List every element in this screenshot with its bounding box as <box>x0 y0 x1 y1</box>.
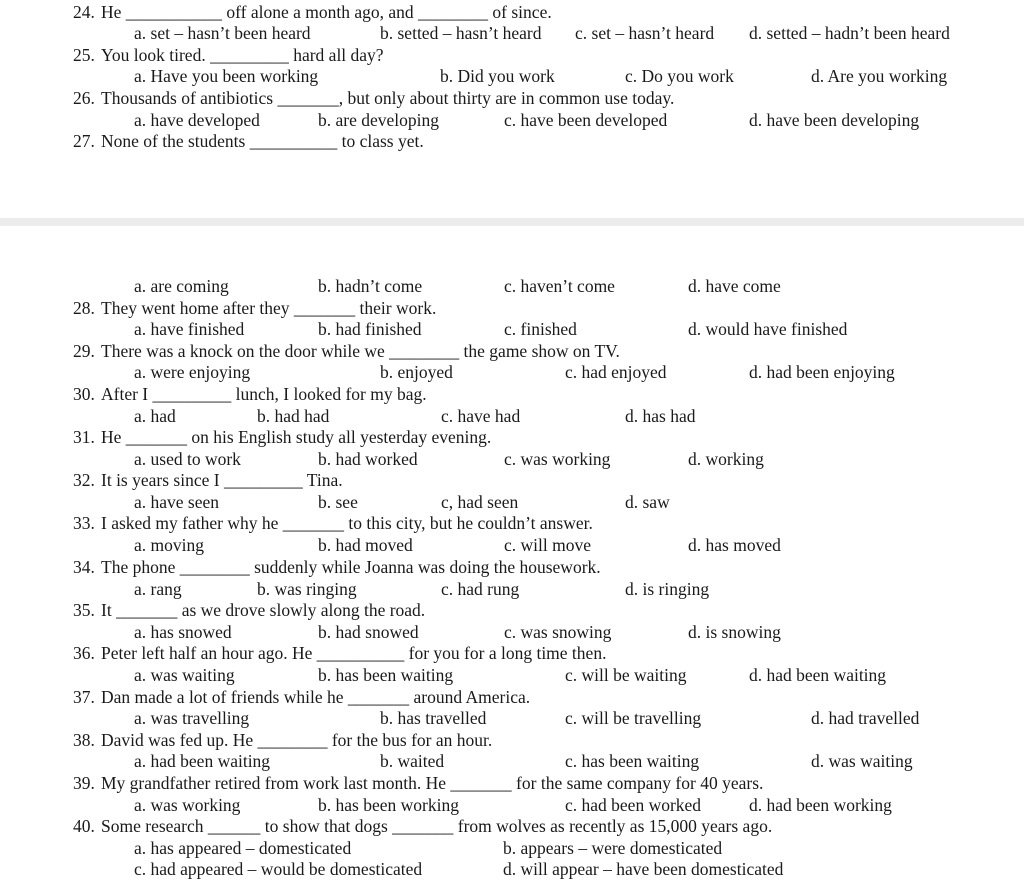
question-text-part: to class yet. <box>337 131 424 151</box>
answer-option[interactable]: d. have come <box>688 276 781 296</box>
answer-option[interactable]: d. had been enjoying <box>749 362 895 382</box>
question-text <box>101 815 772 837</box>
question-number: 34. <box>73 557 95 577</box>
answer-option[interactable]: a. Have you been working <box>134 66 319 86</box>
options-line <box>0 750 1024 772</box>
answer-option[interactable]: a. are coming <box>134 276 229 296</box>
worksheet-page-bottom <box>0 226 1024 879</box>
answer-blank[interactable]: ________ <box>418 2 489 22</box>
answer-blank[interactable]: ___________ <box>125 2 223 22</box>
answer-option[interactable]: a. rang <box>134 579 182 599</box>
question-line <box>0 383 1024 405</box>
question-text-part: for you for a long time then. <box>404 643 607 663</box>
answer-option[interactable]: c. finished <box>504 319 577 339</box>
question-text-part: After I <box>101 384 153 404</box>
options-line <box>0 534 1024 556</box>
answer-option[interactable]: d. is ringing <box>625 579 710 599</box>
options-line <box>0 318 1024 340</box>
question-line <box>0 87 1024 109</box>
answer-blank[interactable]: __________ <box>316 643 405 663</box>
answer-option[interactable]: d. setted – hadn’t been heard <box>749 23 950 43</box>
answer-option[interactable]: b. had worked <box>318 449 418 469</box>
question-number: 27. <box>73 131 95 151</box>
question-number: 40. <box>73 816 95 836</box>
answer-option[interactable]: b. had finished <box>318 319 422 339</box>
answer-blank[interactable]: _______ <box>116 600 178 620</box>
question-number: 25. <box>73 45 95 65</box>
question-text-part: Thousands of antibiotics <box>101 88 278 108</box>
question-line <box>0 512 1024 534</box>
answer-blank[interactable]: ______ <box>207 816 261 836</box>
answer-blank[interactable]: __________ <box>249 131 338 151</box>
question-text-part: hard all day? <box>288 45 384 65</box>
options-line <box>0 664 1024 686</box>
answer-option[interactable]: b. Did you work <box>440 66 555 86</box>
answer-option[interactable]: b. has been working <box>318 795 459 815</box>
question-text <box>101 599 425 621</box>
question-text-part: the game show on TV. <box>459 341 620 361</box>
answer-option[interactable]: a. was travelling <box>134 708 250 728</box>
page-gap <box>0 218 1024 226</box>
answer-option[interactable]: c. will move <box>504 535 591 555</box>
question-text <box>101 556 601 578</box>
question-number: 39. <box>73 773 95 793</box>
answer-option[interactable]: d. working <box>688 449 764 469</box>
question-text <box>101 130 424 152</box>
question-text <box>101 1 552 23</box>
answer-option[interactable]: c. had enjoyed <box>565 362 667 382</box>
question-number: 35. <box>73 600 95 620</box>
question-text-part: They went home after they <box>101 298 294 318</box>
question-text-part: There was a knock on the door while we <box>101 341 390 361</box>
answer-option[interactable]: d. had been working <box>749 795 892 815</box>
question-number: 26. <box>73 88 95 108</box>
question-text-part: It <box>101 600 117 620</box>
answer-option[interactable]: b. setted – hasn’t heard <box>380 23 542 43</box>
answer-blank[interactable]: ________ <box>179 557 250 577</box>
answer-option[interactable]: d. Are you working <box>811 66 948 86</box>
answer-blank[interactable]: _______ <box>282 513 344 533</box>
answer-option[interactable]: d. has had <box>625 406 696 426</box>
question-number: 33. <box>73 513 95 533</box>
answer-blank[interactable]: _______ <box>277 88 339 108</box>
question-text-part: for the bus for an hour. <box>327 730 493 750</box>
question-text-part: Peter left half an hour ago. He <box>101 643 317 663</box>
question-text-part: You look tired. <box>101 45 211 65</box>
options-line <box>0 361 1024 383</box>
options-line <box>0 707 1024 729</box>
question-text-part: on his English study all yesterday evening. <box>187 427 492 447</box>
answer-blank[interactable]: _______ <box>293 298 356 318</box>
question-text-part: from wolves as recently as 15,000 years ago. <box>453 816 773 836</box>
answer-option[interactable]: c. have been developed <box>504 110 668 130</box>
question-number: 30. <box>73 384 95 404</box>
answer-option[interactable]: a. moving <box>134 535 204 555</box>
answer-option[interactable]: d. have been developing <box>749 110 920 130</box>
question-text-part: to show that dogs <box>260 816 393 836</box>
answer-option[interactable]: b. hadn’t come <box>318 276 423 296</box>
answer-option[interactable]: d. saw <box>625 492 670 512</box>
question-line <box>0 686 1024 708</box>
question-line <box>0 772 1024 794</box>
question-text <box>101 426 491 448</box>
answer-option[interactable]: b. appears – were domesticated <box>503 838 723 858</box>
answer-option[interactable]: d. would have finished <box>688 319 848 339</box>
answer-blank[interactable]: _________ <box>152 384 232 404</box>
answer-option[interactable]: c. had appeared – would be domesticated <box>134 859 423 879</box>
question-text-part: I asked my father why he <box>101 513 283 533</box>
question-text-part: It is years since I <box>101 470 224 490</box>
answer-option[interactable]: c. was working <box>504 449 611 469</box>
question-text-part: off alone a month ago, and <box>222 2 419 22</box>
question-text-part: of since. <box>488 2 552 22</box>
answer-option[interactable]: c. haven’t come <box>504 276 615 296</box>
question-line <box>0 815 1024 837</box>
answer-option[interactable]: b. had had <box>257 406 330 426</box>
answer-option[interactable]: a. have developed <box>134 110 260 130</box>
worksheet-page-top <box>0 0 1024 218</box>
question-line <box>0 1 1024 23</box>
question-text-part: around America. <box>409 687 531 707</box>
answer-blank[interactable]: _______ <box>450 773 512 793</box>
answer-blank[interactable]: _________ <box>210 45 289 65</box>
answer-option[interactable]: d. will appear – have been domesticated <box>503 859 784 879</box>
answer-option[interactable]: c. have had <box>441 406 521 426</box>
options-line <box>0 858 1024 880</box>
answer-option[interactable]: b. had snowed <box>318 622 419 642</box>
answer-option[interactable]: c. has been waiting <box>565 751 700 771</box>
answer-option[interactable]: a. has snowed <box>134 622 232 642</box>
answer-option[interactable]: b. are developing <box>318 110 439 130</box>
answer-option[interactable]: a. was waiting <box>134 665 235 685</box>
answer-option[interactable]: b. enjoyed <box>380 362 453 382</box>
question-text <box>101 383 427 405</box>
options-line <box>0 275 1024 297</box>
question-number: 38. <box>73 730 95 750</box>
options-line <box>0 65 1024 87</box>
question-number: 29. <box>73 341 95 361</box>
options-line <box>0 794 1024 816</box>
answer-option[interactable]: b. had moved <box>318 535 413 555</box>
answer-option[interactable]: a. had <box>134 406 176 426</box>
question-text-part: suddenly while Joanna was doing the housework. <box>249 557 601 577</box>
question-text-part: My grandfather retired from work last month. He <box>101 773 451 793</box>
question-text <box>101 87 674 109</box>
options-line <box>0 448 1024 470</box>
answer-option[interactable]: b. has travelled <box>380 708 487 728</box>
options-line <box>0 578 1024 600</box>
question-number: 36. <box>73 643 95 663</box>
question-line <box>0 729 1024 751</box>
question-text-part: The phone <box>101 557 180 577</box>
question-text <box>101 729 492 751</box>
answer-option[interactable]: c. will be travelling <box>565 708 702 728</box>
question-text-part: David was fed up. He <box>101 730 258 750</box>
question-line <box>0 44 1024 66</box>
question-number: 32. <box>73 470 95 490</box>
answer-blank[interactable]: ________ <box>257 730 328 750</box>
answer-option[interactable]: a. used to work <box>134 449 241 469</box>
question-text <box>101 512 593 534</box>
answer-option[interactable]: c. was snowing <box>504 622 612 642</box>
question-text-part: He <box>101 427 126 447</box>
question-text-part: as we drove slowly along the road. <box>177 600 426 620</box>
question-line <box>0 556 1024 578</box>
answer-option[interactable]: a. was working <box>134 795 241 815</box>
question-text-part: for the same company for 40 years. <box>511 773 764 793</box>
question-text <box>101 642 606 664</box>
question-text <box>101 340 620 362</box>
answer-option[interactable]: c. will be waiting <box>565 665 687 685</box>
question-number: 24. <box>73 2 95 22</box>
answer-option[interactable]: c, had seen <box>441 492 519 512</box>
question-text-part: their work. <box>355 298 437 318</box>
answer-option[interactable]: a. had been waiting <box>134 751 271 771</box>
question-text-part: Some research <box>101 816 208 836</box>
question-number: 37. <box>73 687 95 707</box>
question-text-part: None of the students <box>101 131 250 151</box>
question-line <box>0 297 1024 319</box>
question-text <box>101 297 436 319</box>
question-text-part: lunch, I looked for my bag. <box>231 384 427 404</box>
answer-option[interactable]: c. had been worked <box>565 795 702 815</box>
question-text-part: , but only about thirty are in common use today. <box>338 88 675 108</box>
question-text-part: Tina. <box>302 470 343 490</box>
options-line <box>0 837 1024 859</box>
question-line <box>0 130 1024 152</box>
answer-option[interactable]: b. see <box>318 492 358 512</box>
options-line <box>0 22 1024 44</box>
options-line <box>0 405 1024 427</box>
question-text <box>101 44 384 66</box>
answer-option[interactable]: a. set – hasn’t been heard <box>134 23 311 43</box>
question-number: 31. <box>73 427 95 447</box>
question-text <box>101 686 530 708</box>
answer-option[interactable]: a. have finished <box>134 319 245 339</box>
answer-option[interactable]: c. had rung <box>441 579 520 599</box>
options-line <box>0 109 1024 131</box>
answer-option[interactable]: a. have seen <box>134 492 220 512</box>
answer-blank[interactable]: _______ <box>125 427 188 447</box>
question-line <box>0 599 1024 621</box>
answer-option[interactable]: d. has moved <box>688 535 781 555</box>
answer-blank[interactable]: ________ <box>389 341 460 361</box>
question-text <box>101 469 343 491</box>
answer-option[interactable]: b. has been waiting <box>318 665 454 685</box>
answer-option[interactable]: a. were enjoying <box>134 362 251 382</box>
answer-option[interactable]: b. was ringing <box>257 579 357 599</box>
question-text-part: He <box>101 2 126 22</box>
question-line <box>0 469 1024 491</box>
question-line <box>0 340 1024 362</box>
answer-option[interactable]: d. was waiting <box>811 751 913 771</box>
answer-blank[interactable]: _______ <box>347 687 410 707</box>
question-line <box>0 426 1024 448</box>
answer-option[interactable]: d. had been waiting <box>749 665 887 685</box>
question-text-part: Dan made a lot of friends while he <box>101 687 348 707</box>
question-text-part: to this city, but he couldn’t answer. <box>344 513 593 533</box>
question-line <box>0 642 1024 664</box>
answer-option[interactable]: d. had travelled <box>811 708 920 728</box>
answer-option[interactable]: d. is snowing <box>688 622 781 642</box>
answer-blank[interactable]: _______ <box>392 816 454 836</box>
options-line <box>0 621 1024 643</box>
answer-option[interactable]: b. waited <box>380 751 445 771</box>
answer-option[interactable]: a. has appeared – domesticated <box>134 838 352 858</box>
question-text <box>101 772 763 794</box>
answer-option[interactable]: c. Do you work <box>625 66 734 86</box>
question-number: 28. <box>73 298 95 318</box>
answer-blank[interactable]: _________ <box>223 470 303 490</box>
answer-option[interactable]: c. set – hasn’t heard <box>575 23 715 43</box>
options-line <box>0 491 1024 513</box>
